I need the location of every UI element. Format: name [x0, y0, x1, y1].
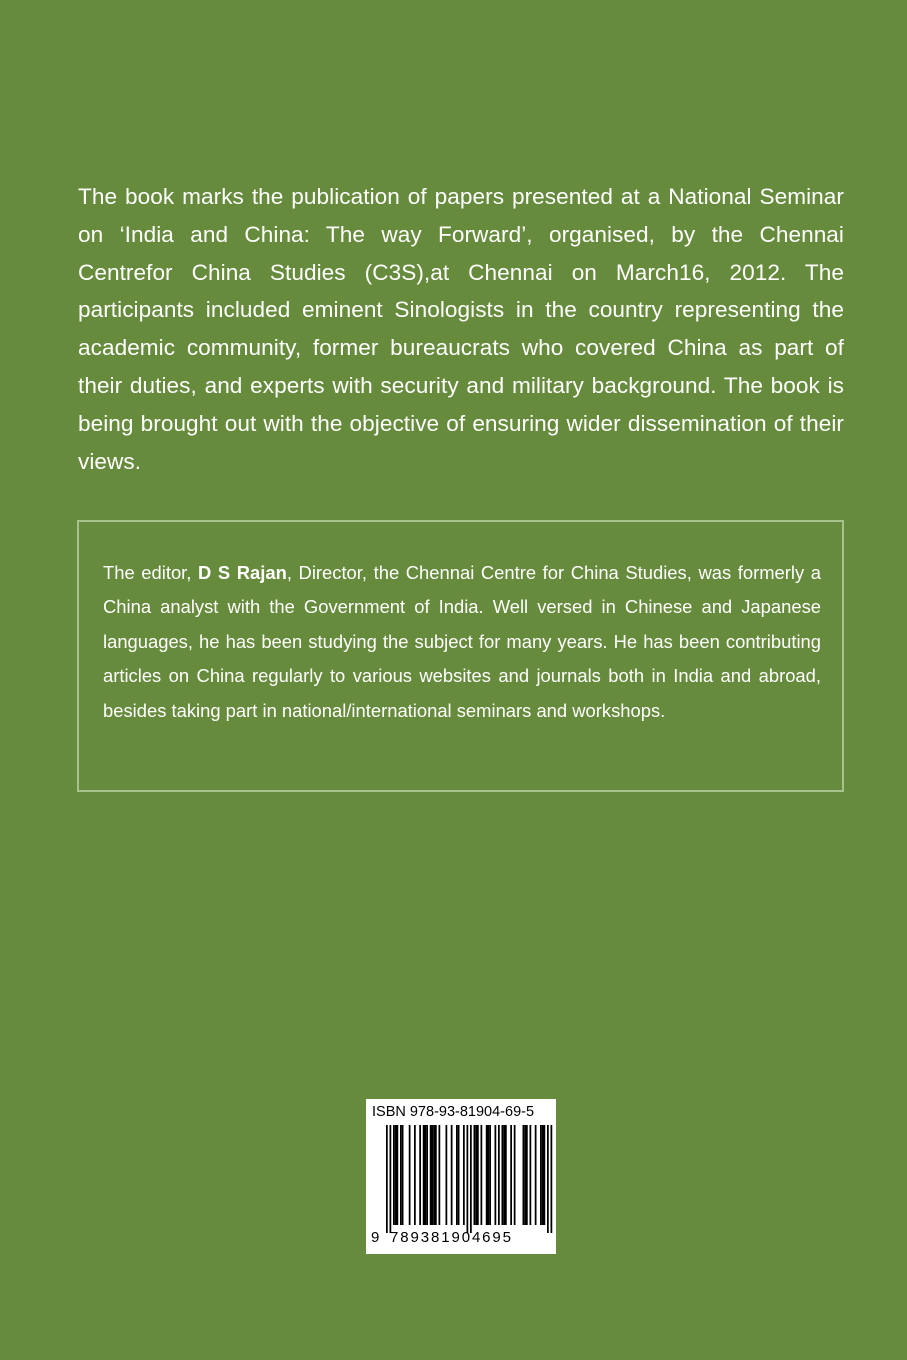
- barcode-bar: [397, 1125, 399, 1225]
- barcode-bar: [395, 1125, 397, 1225]
- barcode-bar: [425, 1125, 427, 1225]
- barcode-bar: [540, 1125, 542, 1225]
- barcode-bar: [446, 1125, 448, 1225]
- barcode-bar: [488, 1125, 490, 1225]
- editor-bio-text: , Director, the Chennai Centre for China Studies, was formerly a China analyst with the Government of India. Well versed in Chinese and Japanese languages, he has been studying the subject for many years. He has been contributing articles on China regularly to various websites and journals both in India and abroad, besides taking part in national/international seminars and workshops.: [103, 562, 821, 721]
- barcode-bar: [481, 1125, 483, 1225]
- barcode-bar: [505, 1125, 507, 1225]
- barcode-bar: [433, 1125, 435, 1225]
- barcode-bar: [439, 1125, 441, 1225]
- barcode-bar: [456, 1125, 458, 1225]
- editor-intro: The editor,: [103, 562, 198, 583]
- barcode-bar: [402, 1125, 404, 1225]
- barcode-digits: 789381904695: [390, 1229, 513, 1246]
- barcode-bar: [400, 1125, 402, 1225]
- barcode-bar: [551, 1125, 553, 1233]
- barcode-bar: [526, 1125, 528, 1225]
- barcode-bar: [523, 1125, 525, 1225]
- barcode-bar: [535, 1125, 537, 1225]
- barcode-bar: [544, 1125, 546, 1225]
- barcode-bar: [475, 1125, 477, 1225]
- barcode-bar: [530, 1125, 532, 1225]
- barcode-bar: [458, 1125, 460, 1225]
- editor-bio: [103, 556, 821, 728]
- barcode-bar: [409, 1125, 411, 1225]
- barcode-bar: [470, 1125, 472, 1233]
- barcode-bar: [474, 1125, 476, 1225]
- barcode-bar: [514, 1125, 516, 1225]
- barcode-bar: [451, 1125, 453, 1225]
- isbn-barcode: [366, 1099, 556, 1254]
- barcode-bar: [477, 1125, 479, 1225]
- barcode-bar: [430, 1125, 432, 1225]
- barcode-bar: [524, 1125, 526, 1225]
- barcode-bar: [542, 1125, 544, 1225]
- back-cover-blurb: The book marks the publication of papers presented at a National Seminar on ‘India and China: The way Forward’, organised, by the Chennai Centrefor China Studies (C3S),at Chennai on March16, 2012. The participants included eminent Sinologists in the country representing the academic community, former bureaucrats who covered China as part of their duties, and experts with security and military background. The book is being brought out with the objective of ensuring wider dissemination of their views.: [78, 184, 844, 474]
- barcode-bar: [423, 1125, 425, 1225]
- barcode-bar: [386, 1125, 388, 1233]
- barcode-bar: [502, 1125, 504, 1225]
- barcode-bar: [486, 1125, 488, 1225]
- barcode-bar: [419, 1125, 421, 1225]
- barcode-bar: [390, 1125, 392, 1233]
- barcode-bar: [467, 1125, 469, 1233]
- barcode-bar: [489, 1125, 491, 1225]
- barcode-lead-digit: 9: [371, 1229, 380, 1246]
- barcode-bar: [393, 1125, 395, 1225]
- editor-name: D S Rajan: [198, 562, 287, 583]
- barcode-bar: [432, 1125, 434, 1225]
- barcode-bar: [463, 1125, 465, 1225]
- barcode-bar: [510, 1125, 512, 1225]
- isbn-label: ISBN 978-93-81904-69-5: [372, 1104, 535, 1120]
- barcode-bar: [503, 1125, 505, 1225]
- editor-bio-box: [77, 520, 844, 792]
- barcode-bar: [498, 1125, 500, 1225]
- barcode-bar: [414, 1125, 416, 1225]
- barcode-bar: [547, 1125, 549, 1233]
- barcode-bar: [435, 1125, 437, 1225]
- barcode-bar: [426, 1125, 428, 1225]
- barcode-bar: [495, 1125, 497, 1225]
